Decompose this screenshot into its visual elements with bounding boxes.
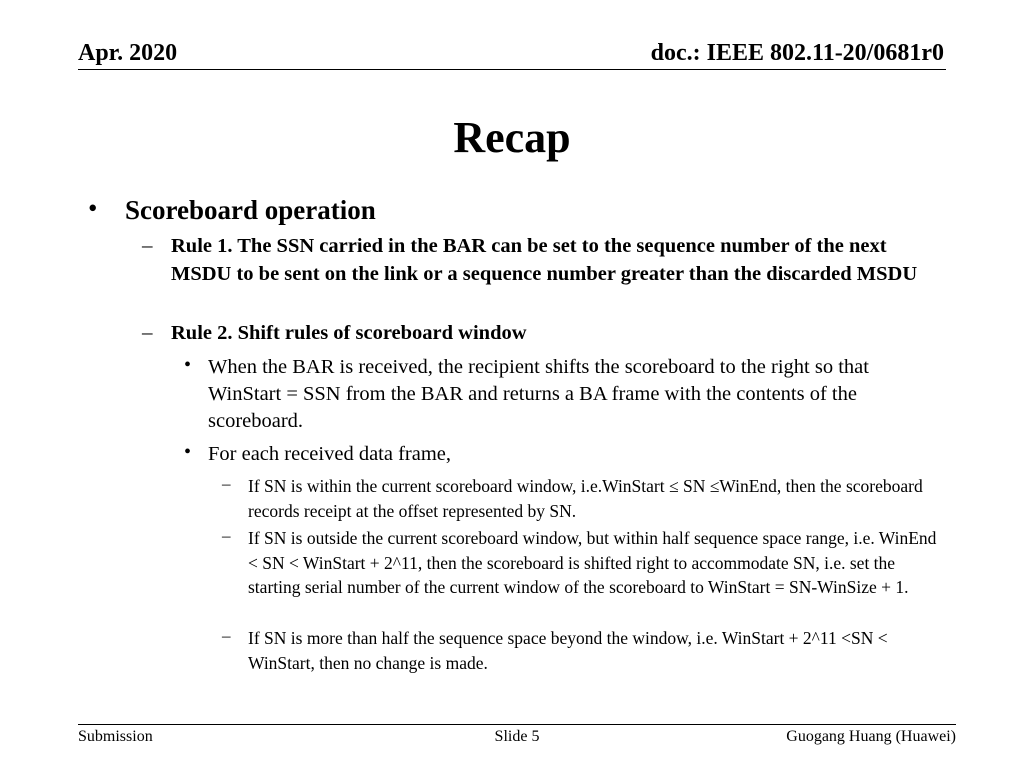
bullet-marker: • <box>184 354 192 376</box>
bullet-text: Rule 1. The SSN carried in the BAR can be set to the sequence number of the next MSDU to be sent on the link or a sequence number greater than the discarded MSDU <box>171 235 918 285</box>
bullet-text: If SN is more than half the sequence space beyond the window, i.e. WinStart + 2^11 <SN < WinStart, then no change is made. <box>248 628 888 673</box>
footer-divider <box>78 724 956 725</box>
footer-author: Guogang Huang (Huawei) <box>786 728 956 745</box>
footer-slide-number: Slide 5 <box>494 728 540 745</box>
bullet-marker: • <box>88 193 98 223</box>
dash-marker: – <box>142 233 153 257</box>
bullet-text: For each received data frame, <box>208 443 452 465</box>
dash-marker: – <box>222 474 231 493</box>
header-date: Apr. 2020 <box>78 40 178 66</box>
bullet-text: If SN is outside the current scoreboard window, but within half sequence space range, i.e. WinEnd < SN < WinStart + 2^11, then the scoreboard is shifted right to accommodate SN, i.e. set the starting serial number of the current window of the scoreboard to WinStart = SN-WinSize + 1. <box>248 528 937 597</box>
bullet-text: Scoreboard operation <box>125 195 376 225</box>
header-doc-id: doc.: IEEE 802.11-20/0681r0 <box>650 40 944 66</box>
bullet-text: If SN is within the current scoreboard window, i.e.WinStart ≤ SN ≤WinEnd, then the scoreboard records receipt at the offset represented by SN. <box>248 476 923 521</box>
bullet-text: Rule 2. Shift rules of scoreboard window <box>171 322 527 344</box>
header-divider <box>78 69 946 70</box>
dash-marker: – <box>142 320 153 344</box>
slide-title: Recap <box>453 113 571 162</box>
dash-marker: – <box>222 626 231 645</box>
bullet-text: When the BAR is received, the recipient shifts the scoreboard to the right so that WinStart = SSN from the BAR and returns a BA frame with the contents of the scoreboard. <box>208 356 869 432</box>
dash-marker: – <box>222 526 231 545</box>
bullet-marker: • <box>184 441 192 463</box>
footer-submission: Submission <box>78 728 153 745</box>
